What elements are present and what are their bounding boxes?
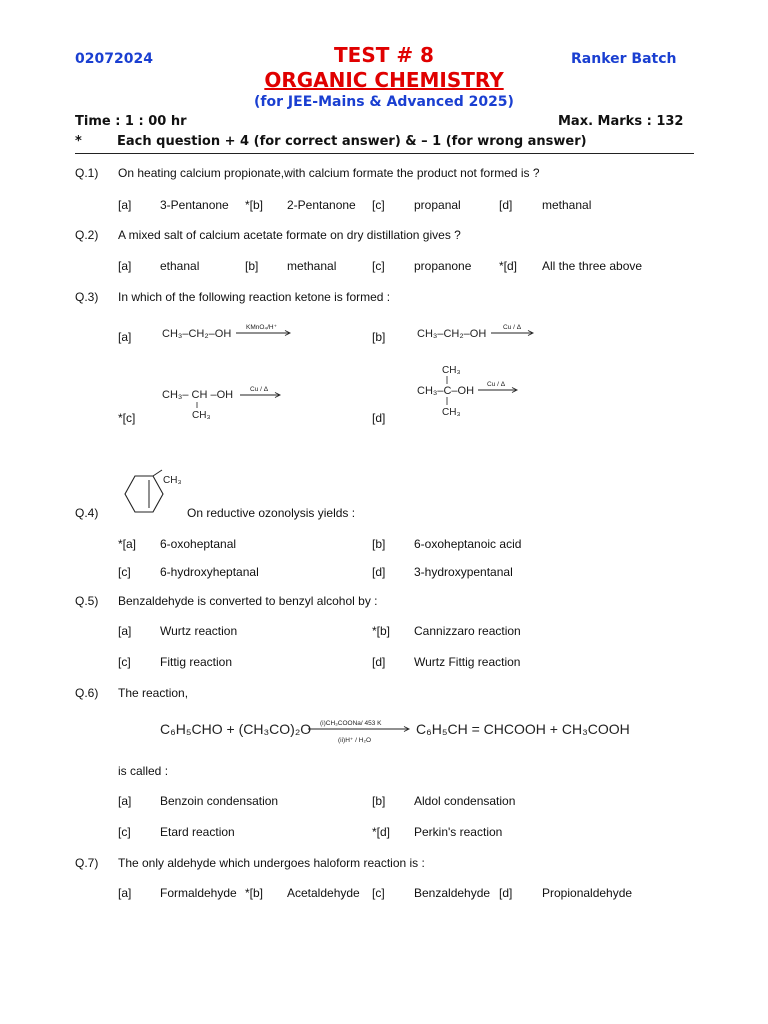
- header-divider: [75, 153, 694, 154]
- option-text: 3-Pentanone: [160, 198, 229, 212]
- question-text: A mixed salt of calcium acetate formate on dry distillation gives ?: [118, 228, 461, 242]
- option-text: Benzoin condensation: [160, 794, 279, 808]
- option-text: Aldol condensation: [414, 794, 516, 808]
- batch-label: Ranker Batch: [571, 51, 677, 67]
- methylcyclohexene-structure: [115, 470, 195, 522]
- option-label: [d]: [372, 411, 386, 425]
- option-label: [b]: [245, 259, 259, 273]
- perkin-reaction-equation: [160, 712, 630, 748]
- option-label: [a]: [118, 330, 132, 344]
- reaction-c-reactant: CH₃– CH –OH: [162, 389, 234, 401]
- reaction-b-reagent: Cu / Δ: [503, 324, 522, 331]
- reaction-a-reactant: CH₃–CH₂–OH: [162, 328, 232, 340]
- reaction-d-bottom: CH₃: [442, 407, 461, 418]
- option-label: [d]: [499, 198, 513, 212]
- option-text: Etard reaction: [160, 825, 235, 839]
- option-label: *[b]: [245, 198, 264, 212]
- option-label: [d]: [372, 655, 386, 669]
- question-text: Benzaldehyde is converted to benzyl alcohol by :: [118, 594, 378, 608]
- option-label: [d]: [499, 886, 513, 900]
- methyl-bond: [153, 470, 162, 476]
- option-text: 6-oxoheptanal: [160, 537, 237, 551]
- reaction-c-substituent: CH₃: [192, 410, 211, 421]
- option-label: [c]: [118, 565, 131, 579]
- option-label: *[d]: [372, 825, 391, 839]
- reaction-rhs: C₆H₅CH = CHCOOH + CH₃COOH: [416, 721, 630, 737]
- option-text: propanal: [414, 198, 461, 212]
- question-number: Q.3): [75, 290, 99, 304]
- option-label: [d]: [372, 565, 386, 579]
- option-text: Wurtz Fittig reaction: [414, 655, 521, 669]
- option-label: [b]: [372, 537, 386, 551]
- option-label: *[b]: [372, 624, 391, 638]
- option-text: 6-hydroxyheptanal: [160, 565, 259, 579]
- reaction-d-top: CH₃: [442, 365, 461, 376]
- option-text: Cannizzaro reaction: [414, 624, 521, 638]
- question-text: In which of the following reaction ketone is formed :: [118, 290, 391, 304]
- option-text: propanone: [414, 259, 472, 273]
- reaction-d-reactant: CH₃–C–OH: [417, 385, 475, 397]
- option-text: Formaldehyde: [160, 886, 237, 900]
- option-label: [a]: [118, 198, 132, 212]
- option-text: Propionaldehyde: [542, 886, 633, 900]
- option-text: Wurtz reaction: [160, 624, 238, 638]
- option-label: [c]: [118, 825, 131, 839]
- option-text: 6-oxoheptanoic acid: [414, 537, 522, 551]
- subject-title: ORGANIC CHEMISTRY: [264, 68, 504, 92]
- reaction-b-reactant: CH₃–CH₂–OH: [417, 328, 487, 340]
- max-marks-label: Max. Marks : 132: [558, 114, 684, 129]
- option-label: [b]: [372, 330, 386, 344]
- question-number: Q.2): [75, 228, 99, 242]
- option-label: *[c]: [118, 411, 136, 425]
- question-text: The reaction,: [118, 686, 189, 700]
- option-label: *[b]: [245, 886, 264, 900]
- question-number: Q.1): [75, 166, 99, 180]
- option-text: All the three above: [542, 259, 643, 273]
- question-suffix: is called :: [118, 764, 169, 778]
- option-text: methanal: [542, 198, 592, 212]
- reaction-c: [160, 380, 290, 425]
- question-number: Q.6): [75, 686, 99, 700]
- marking-bullet: *: [75, 134, 82, 149]
- option-text: Acetaldehyde: [287, 886, 360, 900]
- option-text: Fittig reaction: [160, 655, 233, 669]
- question-text: The only aldehyde which undergoes haloform reaction is :: [118, 856, 425, 870]
- reaction-lhs: C₆H₅CHO + (CH₃CO)₂O: [160, 721, 312, 737]
- option-label: [a]: [118, 259, 132, 273]
- question-text: On heating calcium propionate,with calcium formate the product not formed is ?: [118, 166, 540, 180]
- marking-scheme: Each question + 4 (for correct answer) & – 1 (for wrong answer): [117, 134, 587, 149]
- option-label: [c]: [372, 886, 385, 900]
- option-label: [c]: [118, 655, 131, 669]
- option-text: 3-hydroxypentanal: [414, 565, 513, 579]
- option-label: *[a]: [118, 537, 137, 551]
- ring-bond: [125, 476, 163, 512]
- option-label: [a]: [118, 624, 132, 638]
- test-title: TEST # 8: [334, 43, 434, 67]
- question-number: Q.4): [75, 506, 99, 520]
- question-number: Q.7): [75, 856, 99, 870]
- reaction-b: [415, 316, 545, 346]
- reaction-c-reagent: Cu / Δ: [250, 386, 269, 393]
- question-number: Q.5): [75, 594, 99, 608]
- option-label: [c]: [372, 198, 385, 212]
- option-text: methanal: [287, 259, 337, 273]
- option-label: [a]: [118, 794, 132, 808]
- reaction-a: [160, 316, 300, 346]
- methyl-label: CH₃: [163, 475, 182, 486]
- option-label: *[d]: [499, 259, 518, 273]
- option-text: Benzaldehyde: [414, 886, 491, 900]
- reagent-top: (i)CH₃COONa/ 453 K: [320, 720, 382, 727]
- reaction-d-reagent: Cu / Δ: [487, 381, 506, 388]
- option-text: 2-Pentanone: [287, 198, 356, 212]
- reagent-bottom: (ii)H⁺ / H₂O: [338, 737, 372, 744]
- reaction-a-reagent: KMnO₄/H⁺: [246, 324, 278, 331]
- question-text: On reductive ozonolysis yields :: [187, 506, 356, 520]
- option-label: [a]: [118, 886, 132, 900]
- time-label: Time : 1 : 00 hr: [75, 114, 187, 129]
- option-label: [b]: [372, 794, 386, 808]
- reaction-d: [415, 360, 545, 420]
- exam-subtitle: (for JEE-Mains & Advanced 2025): [254, 94, 514, 110]
- option-text: ethanal: [160, 259, 200, 273]
- test-code: 02072024: [75, 51, 153, 67]
- option-label: [c]: [372, 259, 385, 273]
- option-text: Perkin's reaction: [414, 825, 503, 839]
